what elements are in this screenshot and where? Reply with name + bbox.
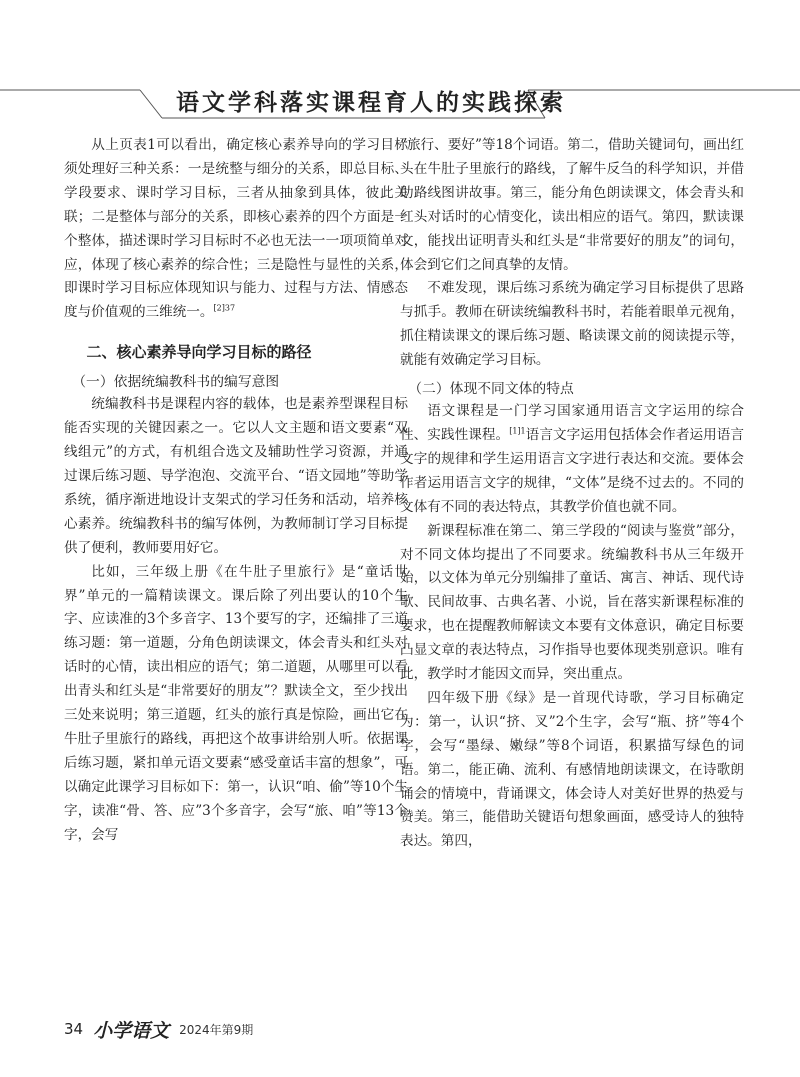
- page-footer: [64, 1016, 764, 1042]
- paragraph: 四年级下册《绿》是一首现代诗歌，学习目标确定为：第一，认识“挤、叉”2个生字，会写“瓶、挤”等4个字，会写“墨绿、嫩绿”等8个词语，积累描写绿色的词语。第二，能正确、流利、有感情地朗读课文，在诗歌朗诵会的情境中，背诵课文，体会诗人对美好世界的热爱与赞美。第三，能借助关键语句想象画面，感受诗人的独特表达。第四，: [400, 689, 744, 850]
- journal-logo: 小学语文: [93, 1019, 170, 1042]
- left-column: [64, 134, 408, 847]
- paragraph: 比如，三年级上册《在牛肚子里旅行》是“童话世界”单元的一篇精读课文。课后除了列出要认的10个生字、应读准的3个多音字、13个要写的字，还编排了三道练习题：第一道题，分角色朗读课文，体会青头和红头对话时的心情，读出相应的语气；第二道题，从哪里可以看出青头和红头是“非常要好的朋友”？默读全文，至少找出三处来说明；第三道题，红头的旅行真是惊险，画出它在牛肚子里旅行的路线，再把这个故事讲给别人听。依据课后练习题，紧扣单元语文要素“感受童话丰富的想象”，可以确定此课学习目标如下：第一，认识“咱、偷”等10个生字，读准“骨、答、应”3个多音字，会写“旅、咱”等13个字，会写: [64, 563, 408, 843]
- subsection-heading: （一）依据统编教科书的编写意图: [72, 374, 280, 391]
- citation-ref: [2]37: [213, 303, 236, 313]
- section-header: [0, 70, 800, 128]
- subsection-heading: （二）体现不同文体的特点: [408, 381, 574, 398]
- paragraph: 新课程标准在第二、第三学段的“阅读与鉴赏”部分，对不同文体均提出了不同要求。统编教科书从三年级开始，以文体为单元分别编排了童话、寓言、神话、现代诗歌、民间故事、古典名著、小说，旨在落实新课程标准的要求，也在提醒教师解读文本要有文体意识，确定目标要凸显文章的表达特点，习作指导也要体现类别意识。唯有此，教学时才能因文而异，突出重点。: [400, 522, 744, 683]
- paragraph: “旅行、要好”等18个词语。第二，借助关键词句，画出红头在牛肚子里旅行的路线，了解牛反刍的科学知识，并借助路线图讲故事。第三，能分角色朗读课文，体会青头和红头对话时的心情变化，读出相应的语气。第四，默读课文，能找出证明青头和红头是“非常要好的朋友”的词句，体会到它们之间真挚的友情。: [400, 137, 744, 273]
- citation-ref: [1]1: [509, 426, 526, 436]
- paragraph: 不难发现，课后练习系统为确定学习目标提供了思路与抓手。教师在研读统编教科书时，若能着眼单元视角，抓住精读课文的课后练习题、略读课文前的阅读提示等，就能有效确定学习目标。: [400, 280, 744, 369]
- right-column: [400, 134, 744, 854]
- paragraph: 语文课程是一门学习国家通用语言文字运用的综合性、实践性课程。$^{[1]1}$语言文字运用包括体会作者运用语言文字的规律和学生运用语言文字进行表达和交流。要体会作者运用语言文字的规律，“文体”是绕不过去的。不同的文体有不同的表达特点，其教学价值也就不同。: [400, 403, 745, 515]
- page-number: 34: [64, 1020, 84, 1038]
- paragraph: 统编教科书是课程内容的载体，也是素养型课程目标能否实现的关键因素之一。它以人文主题和语文要素“双线组元”的方式，有机组合选文及辅助性学习资源，并通过课后练习题、导学泡泡、交流平台、“语文园地”等助学系统，循序渐进地设计支架式的学习任务和活动，培养核心素养。统编教科书的编写体例，为教师制订学习目标提供了便利，教师要用好它。: [64, 396, 408, 556]
- paragraph: 从上页表1可以看出，确定核心素养导向的学习目标须处理好三种关系：一是统整与细分的关系，即总目标、学段要求、课时学习目标，三者从抽象到具体，彼此关联；二是整体与部分的关系，即核心素养的四个方面是一个整体，描述课时学习目标时不必也无法一一项项简单对应，体现了核心素养的综合性；三是隐性与显性的关系，即课时学习目标应体现知识与能力、过程与方法、情感态度与价值观的三维统一。$^{[2]37}$: [64, 137, 408, 321]
- issue-label: 2024年第9期: [179, 1022, 254, 1037]
- section-title: 语文学科落实课程育人的实践探索: [176, 89, 566, 116]
- section-heading: 二、核心素养导向学习目标的路径: [86, 343, 312, 362]
